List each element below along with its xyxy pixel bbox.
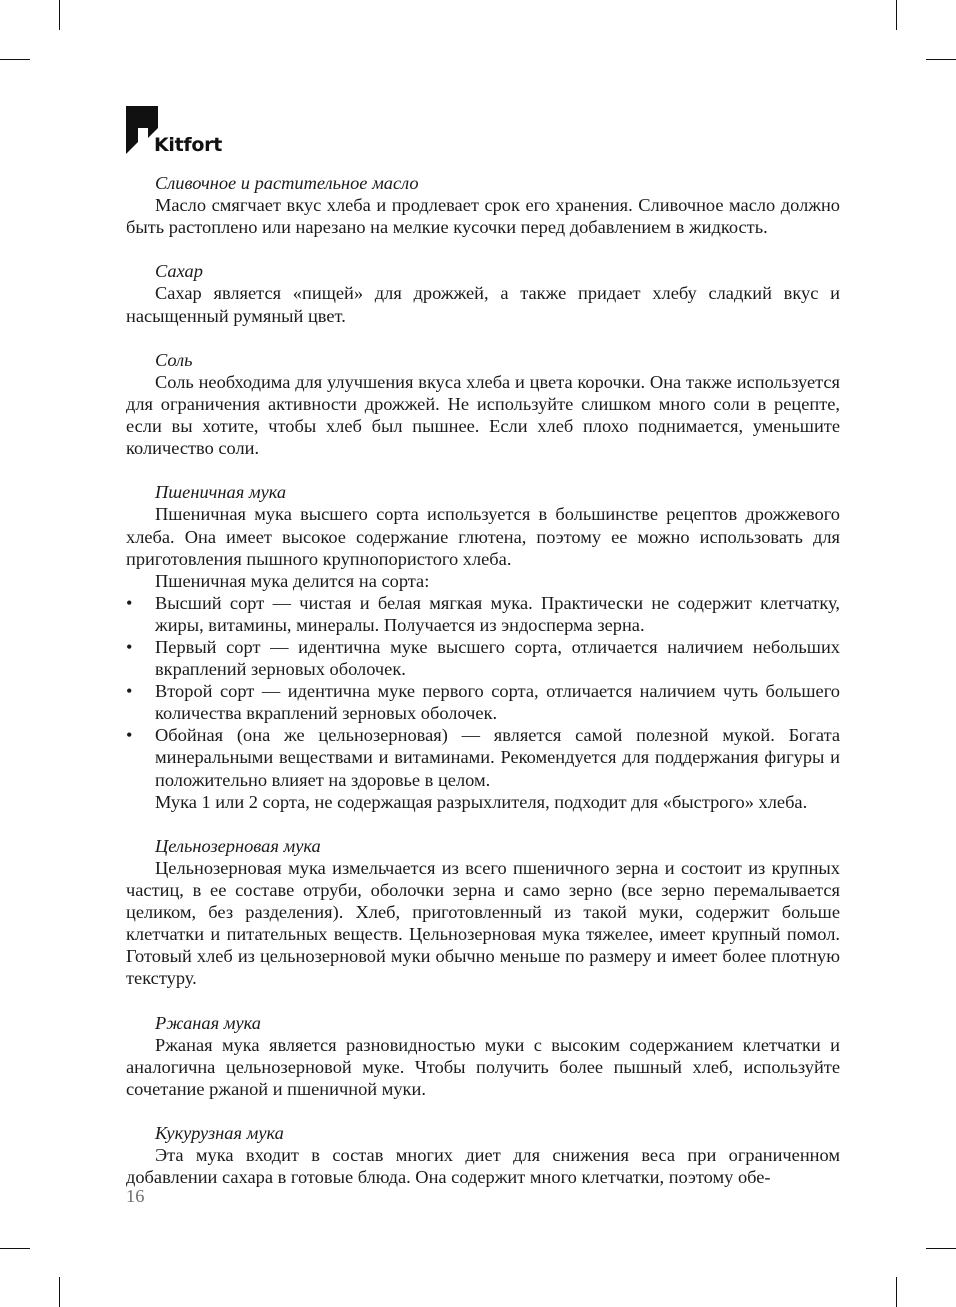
paragraph: Соль необходима для улучшения вкуса хлеба и цвета корочки. Она также используется для ограничения активности дрожжей. Не используйте слишком много соли в рецепте, если вы хотите, чтобы хлеб был пышнее. Если хлеб плохо поднимается, уменьшите количество соли. [126,371,840,459]
crop-mark [0,1248,30,1249]
list-item-text: Высший сорт — чистая и белая мягкая мука. Практически не содержит клетчатку, жиры, витамины, минералы. Получается из эндосперма зерна. [155,592,840,635]
paragraph: Пшеничная мука высшего сорта используется в большинстве рецептов дрожжевого хлеба. Она имеет высокое содержание глютена, поэтому ее можно использовать для приготовления пышного крупнопористого хлеба. [126,504,840,569]
list-item [126,636,840,680]
section-rye-flour [126,1012,840,1100]
bullet-icon: • [126,636,133,657]
paragraph: Сахар является «пищей» для дрожжей, а также придает хлебу сладкий вкус и насыщенный румяный цвет. [126,283,840,326]
paragraph: Цельнозерновая мука измельчается из всего пшеничного зерна и состоит из крупных частиц, в ее составе отруби, оболочки зерна и само зерно (все зерно перемалывается целиком, без разделения). Хлеб, приготовленный из такой муки, содержит больше клетчатки и питательных веществ. Цельнозерновая мука тяжелее, имеет крупный помол. Готовый хлеб из цельнозерновой муки обычно меньше по размеру и имеет более плотную текстуру. [126,857,840,989]
paragraph: Мука 1 или 2 сорта, не содержащая разрыхлителя, подходит для «быстрого» хлеба. [155,791,808,812]
paragraph: Эта мука входит в состав многих диет для снижения веса при ограниченном добавлении сахара в готовые блюда. Она содержит много клетчатки, поэтому обе- [126,1145,840,1188]
crop-mark [926,1248,956,1249]
list-item [126,680,840,724]
section-wheat-flour [126,481,840,812]
paragraph: Масло смягчает вкус хлеба и продлевает срок его хранения. Сливочное масло должно быть растоплено или нарезано на мелкие кусочки перед добавлением в жидкость. [126,195,840,238]
section-butter [126,172,840,238]
page-content [126,172,840,1210]
crop-mark [0,59,30,60]
bullet-icon: • [126,592,133,613]
list-item [126,592,840,636]
page-number: 16 [126,1186,145,1206]
list-item-text: Первый сорт — идентична муке высшего сорта, отличается наличием небольших вкраплений зерновых оболочек. [155,636,840,680]
section-heading: Цельнозерновая мука [155,835,321,856]
list-item-text: Второй сорт — идентична муке первого сорта, отличается наличием чуть большего количества вкраплений зерновых оболочек. [155,681,840,724]
crop-mark [59,1277,60,1307]
section-wholegrain-flour [126,835,840,990]
bullet-icon: • [126,725,133,746]
brand-name: Kitfort [154,134,222,156]
section-heading: Кукурузная мука [155,1123,284,1144]
bullet-icon: • [126,681,133,702]
section-salt [126,349,840,459]
list-item-text: Обойная (она же цельнозерновая) — является самой полезной мукой. Богата минеральными веществами и витаминами. Рекомендуется для поддержания фигуры и положительно влияет на здоровье в целом. [155,725,840,790]
list-item [126,724,840,790]
crop-mark [896,0,897,30]
kitfort-logo [126,106,222,158]
section-heading: Соль [155,349,193,370]
crop-mark [59,0,60,30]
section-heading: Сливочное и растительное масло [155,173,419,193]
section-sugar [126,260,840,326]
section-heading: Пшеничная мука [155,482,287,503]
section-heading: Сахар [155,261,203,282]
paragraph: Пшеничная мука делится на сорта: [155,570,430,591]
section-heading: Ржаная мука [155,1012,261,1033]
flour-grades-list [126,592,840,791]
section-corn-flour [126,1122,840,1188]
paragraph: Ржаная мука является разновидностью муки с высоким содержанием клетчатки и аналогична цельнозерновой муке. Чтобы получить более пышный хлеб, используйте сочетание ржаной и пшеничной муки. [126,1034,840,1099]
crop-mark [926,59,956,60]
crop-mark [896,1277,897,1307]
